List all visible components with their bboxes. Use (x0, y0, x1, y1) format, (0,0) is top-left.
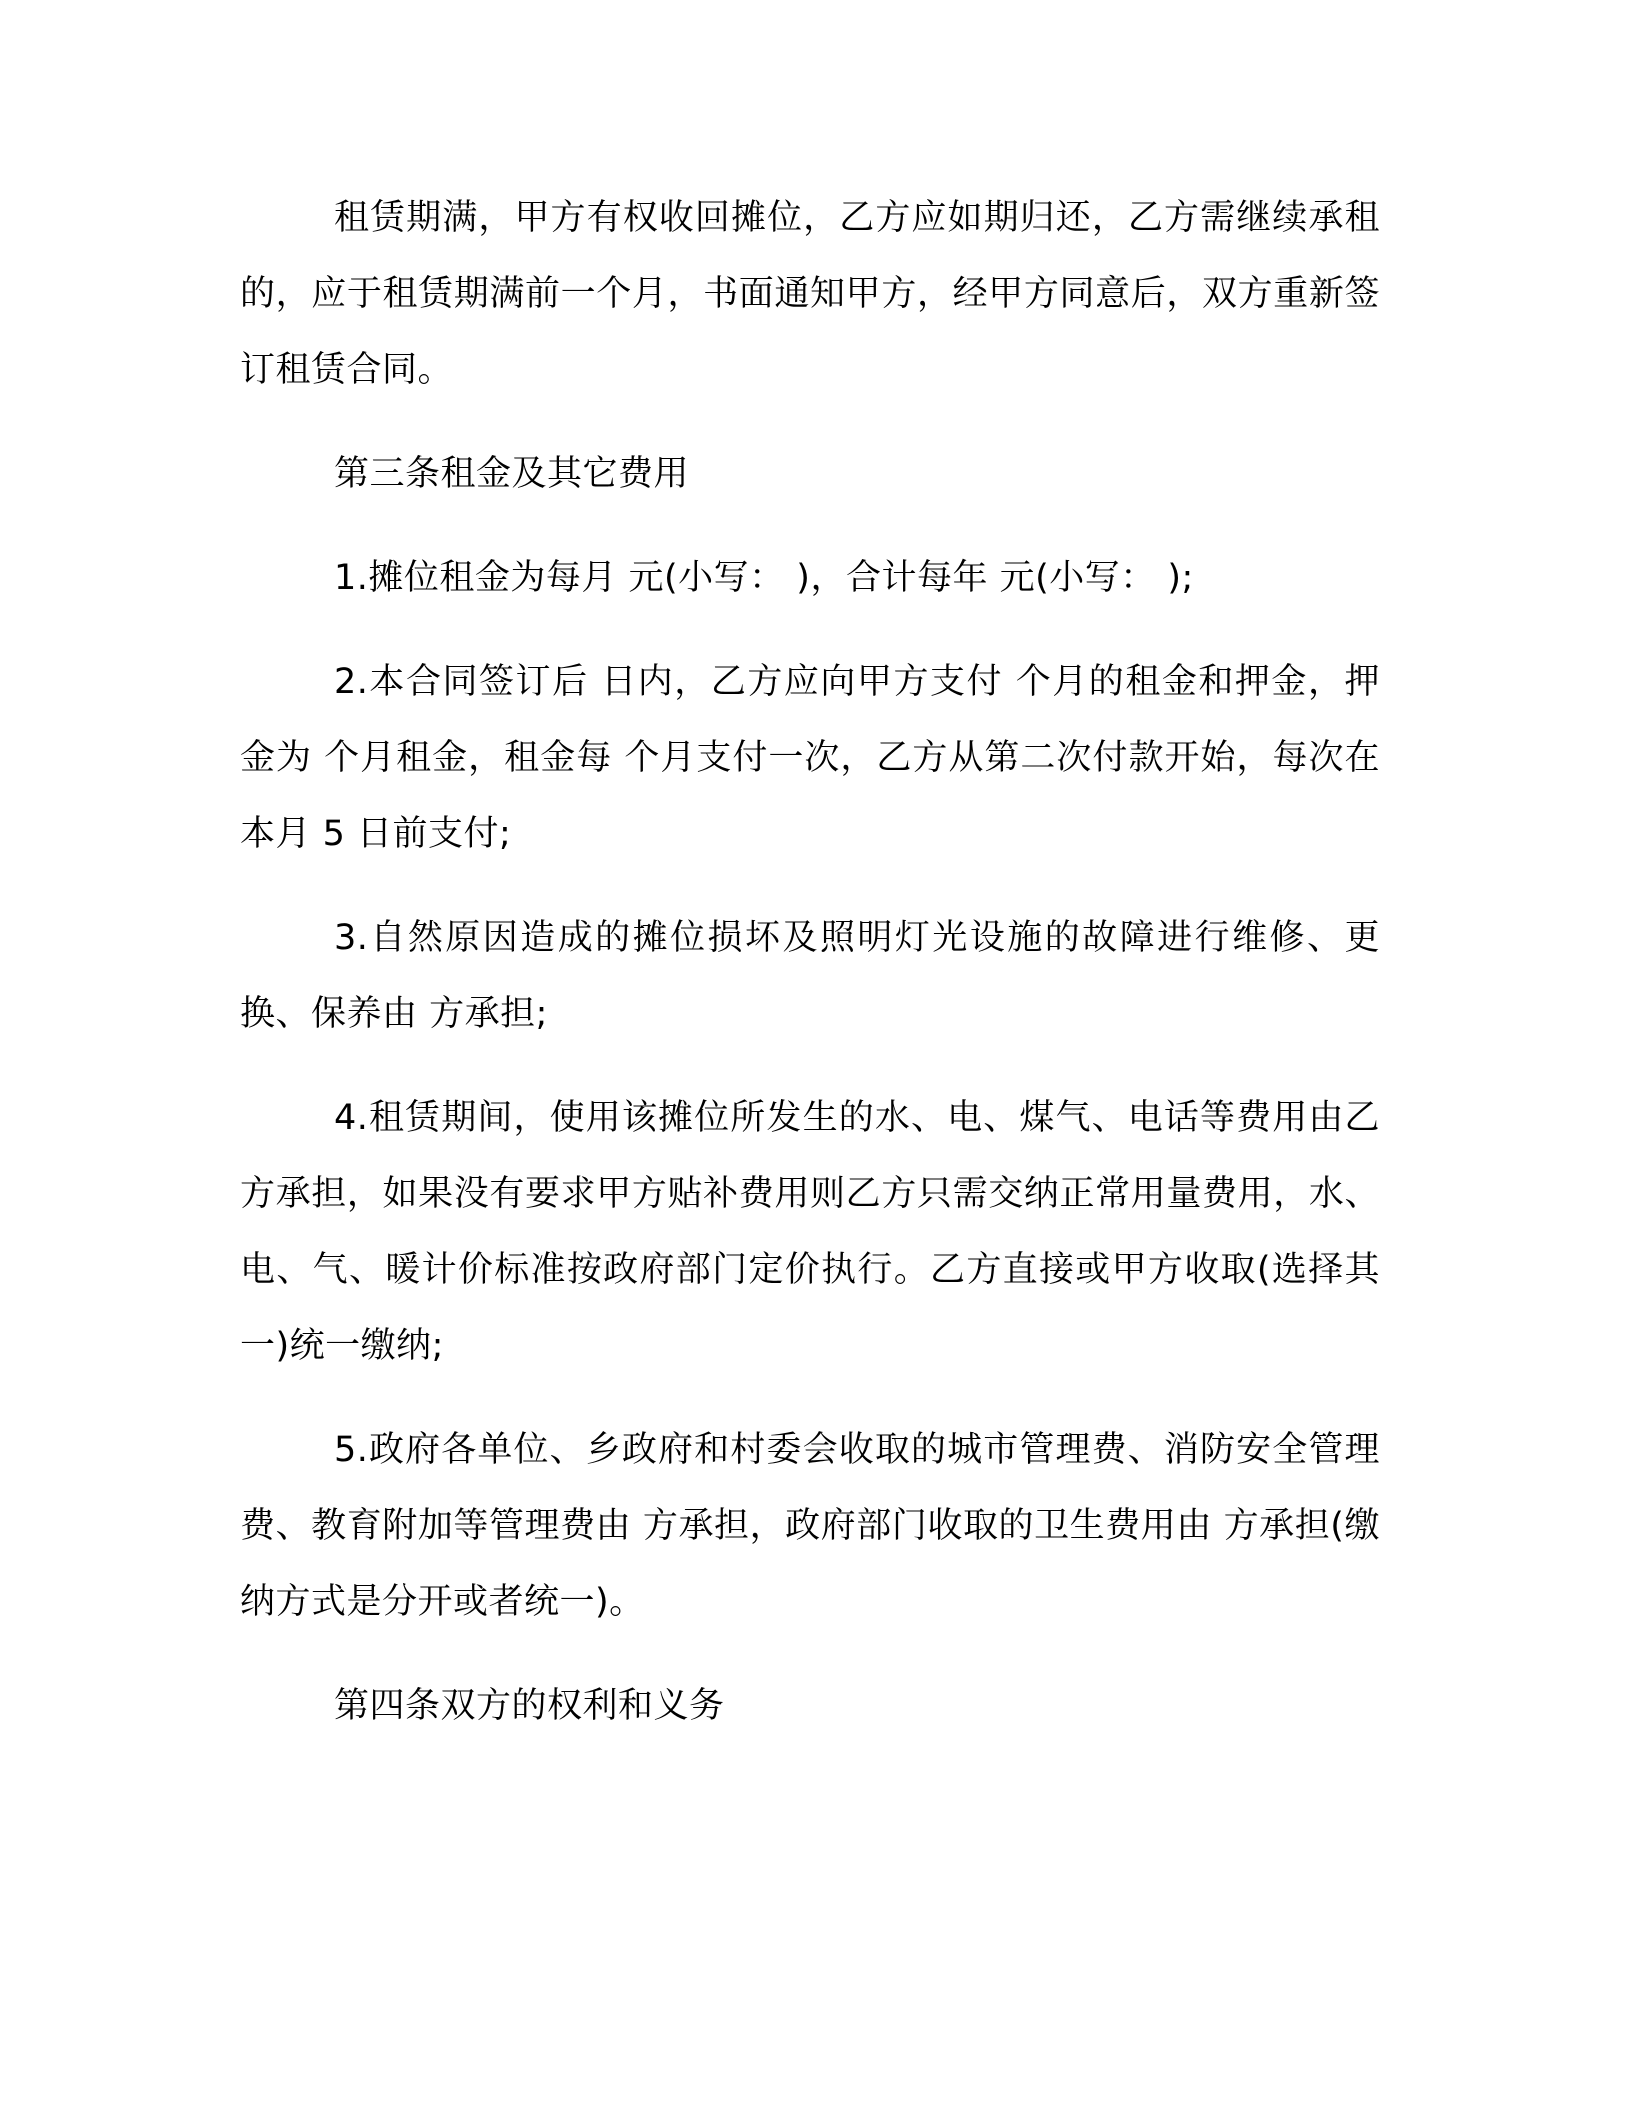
paragraph-clause-1: 1.摊位租金为每月 元(小写： )，合计每年 元(小写： ); (334, 558, 1194, 598)
paragraph-clause-5: 5.政府各单位、乡政府和村委会收取的城市管理费、消防安全管理费、教育附加等管理费由 方承担，政府部门收取的卫生费用由 方承担(缴纳方式是分开或者统一)。 (240, 1430, 1380, 1622)
paragraph-clause-4: 4.租赁期间，使用该摊位所发生的水、电、煤气、电话等费用由乙方承担，如果没有要求甲方贴补费用则乙方只需交纳正常用量费用，水、电、气、暖计价标准按政府部门定价执行。乙方直接或甲方收取(选择其一)统一缴纳; (240, 1098, 1380, 1366)
document-body (240, 180, 1380, 1772)
paragraph-lease-expiry: 租赁期满，甲方有权收回摊位，乙方应如期归还，乙方需继续承租的，应于租赁期满前一个月，书面通知甲方，经甲方同意后，双方重新签订租赁合同。 (240, 198, 1380, 390)
paragraph-clause-2: 2.本合同签订后 日内，乙方应向甲方支付 个月的租金和押金，押金为 个月租金，租金每 个月支付一次，乙方从第二次付款开始，每次在本月 5 日前支付; (240, 662, 1380, 854)
section-heading-article-3: 第三条租金及其它费用 (334, 454, 690, 494)
paragraph-clause-3: 3.自然原因造成的摊位损坏及照明灯光设施的故障进行维修、更换、保养由 方承担; (240, 918, 1380, 1034)
section-heading-article-4: 第四条双方的权利和义务 (334, 1686, 725, 1726)
